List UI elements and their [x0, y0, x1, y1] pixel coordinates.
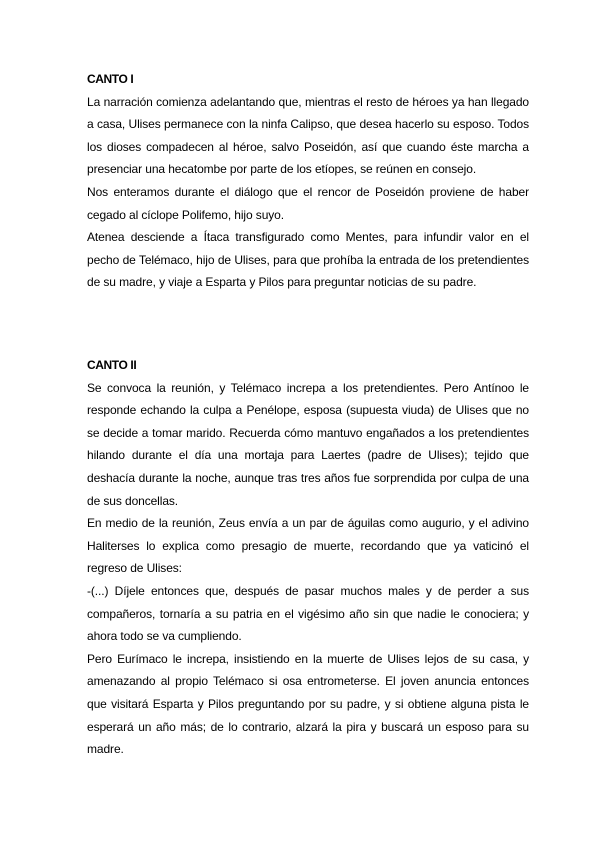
paragraph: En medio de la reunión, Zeus envía a un par de águilas como augurio, y el adivino Haliterses lo explica como presagio de muerte, recordando que ya vaticinó el regreso de Ulises:: [87, 516, 529, 576]
paragraph: Nos enteramos durante el diálogo que el rencor de Poseidón proviene de haber cegado al cíclope Polifemo, hijo suyo.: [87, 184, 529, 222]
section-canto-1: [87, 68, 529, 294]
paragraph: Se convoca la reunión, y Telémaco increpa a los pretendientes. Pero Antínoo le responde echando la culpa a Penélope, esposa (supuesta viuda) de Ulises que no se decide a tomar marido. Recuerda cómo mantuvo engañados a los pretendientes hilando durante el día una mortaja para Laertes (padre de Ulises); tejido que deshacía durante la noche, aunque tras tres años fue sorprendida por culpa de una de sus doncellas.: [87, 380, 529, 508]
paragraph: -(...) Díjele entonces que, después de pasar muchos males y de perder a sus compañeros, tornaría a su patria en el vigésimo año sin que nadie le conociera; y ahora todo se va cumpliendo.: [87, 583, 529, 644]
section-title: CANTO I: [87, 72, 134, 86]
section-canto-2: [87, 354, 529, 761]
paragraph: La narración comienza adelantando que, mientras el resto de héroes ya han llegado a casa, Ulises permanece con la ninfa Calipso, que desea hacerlo su esposo. Todos los dioses compadecen al héroe, salvo Poseidón, así que cuando éste marcha a presenciar una hecatombe por parte de los etíopes, se reúnen en consejo.: [87, 94, 529, 177]
paragraph: Atenea desciende a Ítaca transfigurado como Mentes, para infundir valor en el pecho de Telémaco, hijo de Ulises, para que prohíba la entrada de los pretendientes de su madre, y viaje a Esparta y Pilos para preguntar noticias de su padre.: [87, 230, 529, 290]
paragraph: Pero Eurímaco le increpa, insistiendo en la muerte de Ulises lejos de su casa, y amenazando al propio Telémaco si osa entrometerse. El joven anuncia entonces que visitará Esparta y Pilos preguntando por su padre, y si obtiene alguna pista le esperará un año más; de lo contrario, alzará la pira y buscará un esposo para su madre.: [87, 651, 529, 757]
section-title: CANTO II: [87, 358, 137, 372]
